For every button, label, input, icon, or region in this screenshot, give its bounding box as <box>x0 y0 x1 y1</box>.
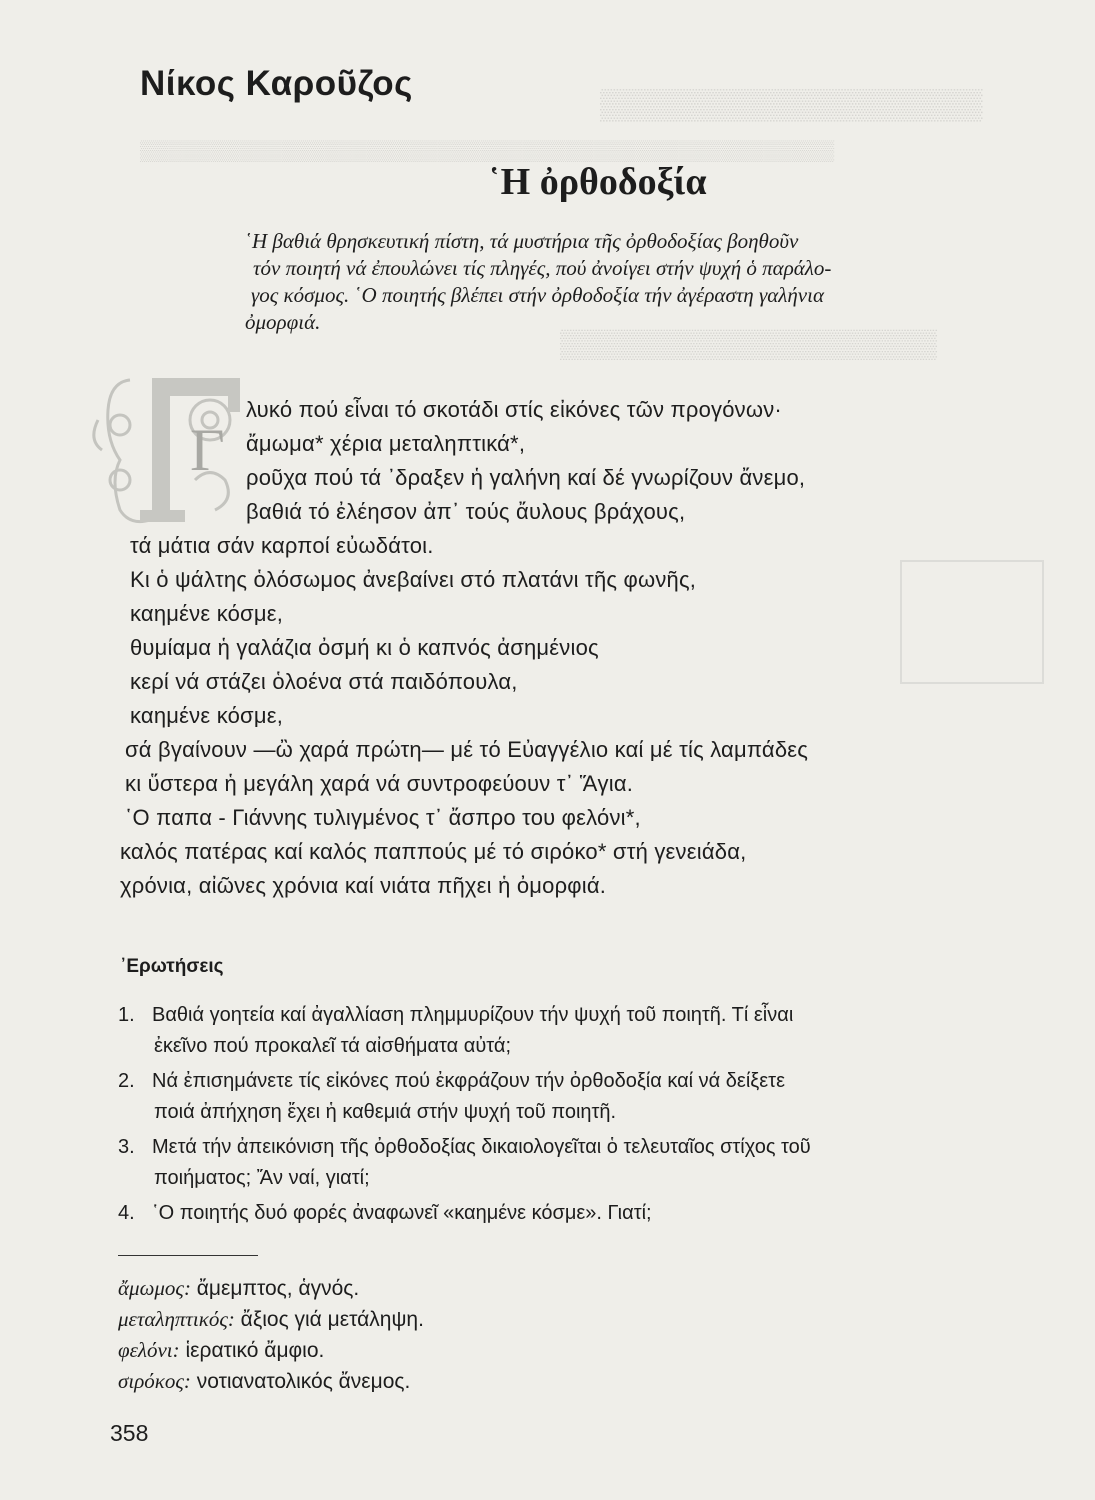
question-text: ἐκεῖνο πού προκαλεῖ τά αἰσθήματα αὐτά; <box>154 1035 512 1057</box>
page-number: 358 <box>110 1420 149 1446</box>
footnote-term: ἄμωμος: <box>118 1276 191 1300</box>
question-item <box>118 1132 1018 1194</box>
poem-line: βαθιά τό ἐλέησον ἀπ᾿ τούς ἄυλους βράχους, <box>246 499 686 524</box>
footnote-definition: ἄξιος γιά μετάληψη. <box>234 1308 424 1331</box>
footnote-term: σιρόκος: <box>118 1369 191 1393</box>
question-number: 2. <box>118 1070 135 1092</box>
footnote <box>118 1335 424 1366</box>
intro-line: ὀμορφιά. <box>245 310 321 334</box>
poem-line: κι ὕστερα ἡ μεγάλη χαρά νά συντροφεύουν τ᾿ Ἅγια. <box>125 771 634 796</box>
footnote-definition: ἄμεμπτος, ἁγνός. <box>190 1277 360 1300</box>
footnote-term: μεταληπτικός: <box>118 1307 235 1331</box>
footnote-term: φελόνι: <box>118 1338 180 1362</box>
question-number: 1. <box>118 1004 135 1026</box>
footnote <box>118 1304 424 1335</box>
question-item <box>118 1000 1018 1062</box>
poem-line: κερί νά στάζει ὁλοένα στά παιδόπουλα, <box>130 669 518 694</box>
poem-line: λυκό πού εἶναι τό σκοτάδι στίς εἰκόνες τῶν προγόνων· <box>246 397 782 422</box>
footnote <box>118 1366 424 1397</box>
poem-line: χρόνια, αἰῶνες χρόνια καί νιάτα πῆχει ἡ ὀμορφιά. <box>120 873 607 898</box>
footnote-definition: ἱερατικό ἄμφιο. <box>179 1339 325 1362</box>
poem-line: καημένε κόσμε, <box>130 703 284 728</box>
question-text: ποιά ἀπήχηση ἔχει ἡ καθεμιά στήν ψυχή τοῦ ποιητῆ. <box>154 1101 617 1123</box>
poem-line: ροῦχα πού τά ᾿δραξεν ἡ γαλήνη καί δέ γνωρίζουν ἄνεμο, <box>246 465 806 490</box>
question-text: ῾Ο ποιητής δυό φορές ἀναφωνεῖ «καημένε κόσμε». Γιατί; <box>152 1202 652 1224</box>
questions-heading: ᾿Ερωτήσεις <box>120 956 224 977</box>
poem-line: σά βγαίνουν —ὢ χαρά πρώτη— μέ τό Εὐαγγέλιο καί μέ τίς λαμπάδες <box>125 737 809 762</box>
poem-line: καλός πατέρας καί καλός παππούς μέ τό σιρόκο* στή γενειάδα, <box>120 839 747 864</box>
question-text: ποιήματος; Ἄν ναί, γιατί; <box>154 1167 370 1189</box>
question-number: 3. <box>118 1136 135 1158</box>
poem-line: ῾Ο παπα - Γιάννης τυλιγμένος τ᾿ ἄσπρο του φελόνι*, <box>125 805 641 830</box>
footnote-divider <box>118 1255 258 1256</box>
poem-line: καημένε κόσμε, <box>130 601 284 626</box>
book-page: ▒▒▒▒▒▒▒▒▒▒▒▒▒▒▒▒▒▒ ▒▒▒▒▒▒▒▒▒▒▒▒▒▒▒▒▒▒▒▒▒▒▒▒▒▒▒▒▒▒▒▒▒▒▒▒▒▒▒▒▒▒▒▒▒▒▒▒▒ ▒▒▒▒▒▒▒▒▒▒▒▒▒▒▒▒▒▒▒ Νίκος Καροῦζος ῾Η ὀρθοδοξία ῾Η βαθιά θρησκευτική πίστη, τά μυστήρια τῆς ὀρθοδοξίας βοηθοῦν τόν ποιητή νά ἐπουλώνει τίς πληγές, πού ἀνοίγει στήν ψυχή ὁ παράλο- γος κόσμος. ῾Ο ποιητής βλέπει στήν ὀρθοδοξία τήν ἀγέραστη γαλήνια ὀμορφιά. Γ λυκό πού εἶναι τό σκοτάδι στίς εἰκόνες τῶν προγόνων· ἄμωμα* χέρια μεταληπτικά*, ροῦχα πού τά ᾿δραξεν ἡ γαλήνη καί δέ γνωρίζουν ἄνεμο, βαθιά τό ἐλέησον ἀπ᾿ τούς ἄυλους βράχους, τά μάτια σάν καρποί εὐωδάτοι. Κι ὁ ψάλτης ὁλόσωμος ἀνεβαίνει στό πλατάνι τῆς φωνῆς, καημένε κόσμε, θυμίαμα ἡ γαλάζια ὀσμή κι ὁ καπνός ἀσημένιος κερί νά στάζει ὁλοένα στά παιδόπουλα, καημένε κόσμε, σά βγαίνουν —ὢ χαρά πρώτη— μέ τό Εὐαγγέλιο καί μέ τίς λαμπάδες κι ὕστερα ἡ μεγάλη χαρά νά συντροφεύουν τ᾿ Ἅγια. ῾Ο παπα - Γιάννης τυλιγμένος τ᾿ ἄσπρο του φελόνι*, καλός πατέρας καί καλός παππούς μέ τό σιρόκο* στή γενειάδα, χρόνια, αἰῶνες χρόνια καί νιάτα πῆχει ἡ ὀμορφιά. ᾿Ερωτήσεις 1. Βαθιά γοητεία καί ἀγαλλίαση πλημμυρίζουν τήν ψυχή τοῦ ποιητῆ. Τί εἶναι ἐκεῖνο πού προκαλεῖ τά αἰσθήματα αὐτά; 2. Νά ἐπισημάνετε τίς εἰκόνες πού ἐκφράζουν τήν ὀρθοδοξία καί νά δείξετε ποιά ἀπήχηση ἔχει ἡ καθεμιά στήν ψυχή τοῦ ποιητῆ. 3. Μετά τήν ἀπεικόνιση τῆς ὀρθοδοξίας δικαιολογεῖται ὁ τελευταῖος στίχος τοῦ ποιήματος; Ἄν ναί, γιατί; 4. ῾Ο ποιητής δυό φορές ἀναφωνεῖ «καημένε κόσμε». Γιατί; ἄμωμος: ἄμεμπτος, ἁγνός. μεταληπτικός: ἄξιος γιά μετάληψη. φελόνι: ἱερατικό ἄμφιο. σιρόκος: νοτιανατολικός ἄνεμος. 358 <box>0 0 1095 1500</box>
footnote-definition: νοτιανατολικός ἄνεμος. <box>190 1370 411 1393</box>
intro-line: γος κόσμος. ῾Ο ποιητής βλέπει στήν ὀρθοδοξία τήν ἀγέραστη γαλήνια <box>251 283 824 307</box>
intro-line: ῾Η βαθιά θρησκευτική πίστη, τά μυστήρια τῆς ὀρθοδοξίας βοηθοῦν <box>245 229 799 253</box>
question-text: Νά ἐπισημάνετε τίς εἰκόνες πού ἐκφράζουν τήν ὀρθοδοξία καί νά δείξετε <box>152 1070 785 1092</box>
question-number: 4. <box>118 1202 135 1224</box>
intro-paragraph <box>245 228 1040 336</box>
question-item <box>118 1198 1018 1229</box>
poem-line: θυμίαμα ἡ γαλάζια ὀσμή κι ὁ καπνός ἀσημένιος <box>130 635 599 660</box>
poem-line: τά μάτια σάν καρποί εὐωδάτοι. <box>130 533 434 558</box>
poem-line: ἄμωμα* χέρια μεταληπτικά*, <box>246 431 526 456</box>
author-name: Νίκος Καροῦζος <box>140 64 413 103</box>
poem-title: ῾Η ὀρθοδοξία <box>488 161 707 203</box>
question-text: Βαθιά γοητεία καί ἀγαλλίαση πλημμυρίζουν τήν ψυχή τοῦ ποιητῆ. Τί εἶναι <box>152 1004 794 1026</box>
drop-cap-letter: Γ <box>190 417 225 483</box>
ornamental-drop-cap <box>90 370 245 530</box>
footnote <box>118 1273 424 1304</box>
question-text: Μετά τήν ἀπεικόνιση τῆς ὀρθοδοξίας δικαιολογεῖται ὁ τελευταῖος στίχος τοῦ <box>152 1136 811 1158</box>
poem-line: Κι ὁ ψάλτης ὁλόσωμος ἀνεβαίνει στό πλατάνι τῆς φωνῆς, <box>130 567 697 592</box>
intro-line: τόν ποιητή νά ἐπουλώνει τίς πληγές, πού ἀνοίγει στήν ψυχή ὁ παράλο- <box>253 256 832 280</box>
questions-list <box>118 1000 1018 1233</box>
footnotes <box>118 1273 424 1397</box>
question-item <box>118 1066 1018 1128</box>
